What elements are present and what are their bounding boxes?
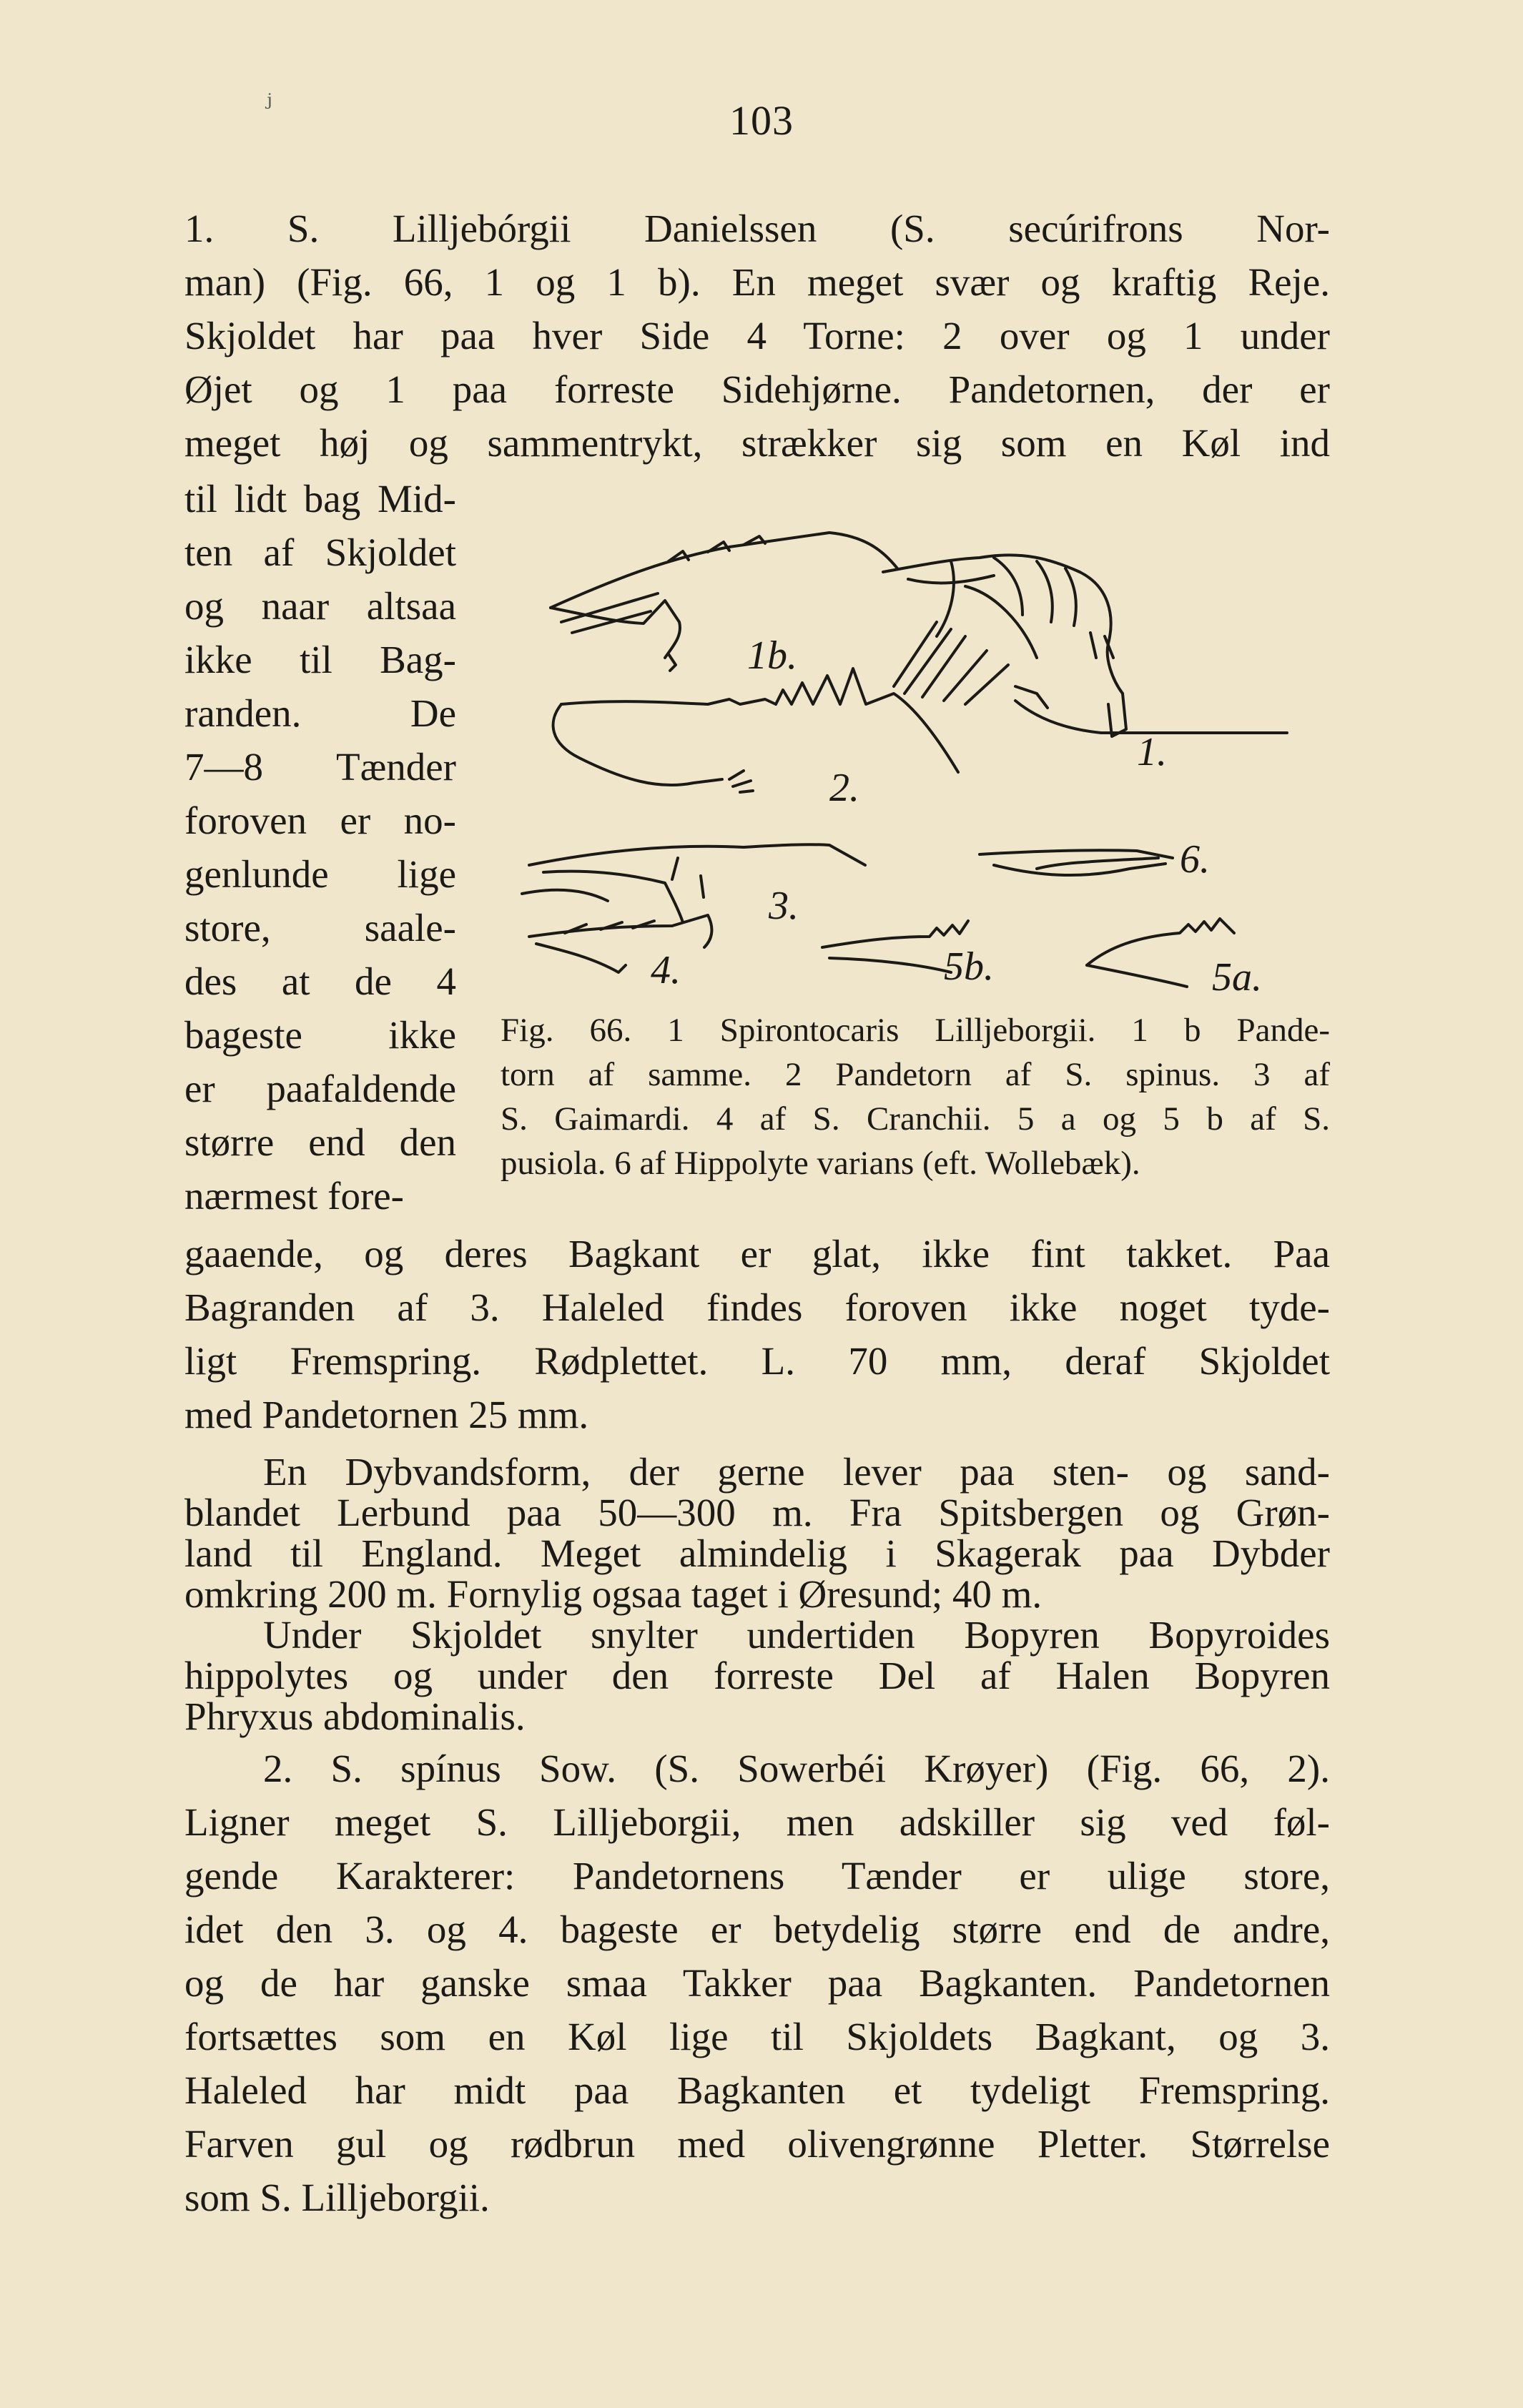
text-line: 1. S. Lilljebórgii Danielssen (S. secúrifrons Nor- (184, 207, 1330, 250)
text-line: med Pandetornen 25 mm. (184, 1393, 589, 1436)
species1-continuation (184, 1227, 1330, 1441)
habitat-paragraph (184, 1451, 1330, 1737)
text-line: Øjet og 1 paa forreste Sidehjørne. Pandetornen, der er (184, 367, 1330, 411)
text-line: Skjoldet har paa hver Side 4 Torne: 2 over og 1 under (184, 314, 1330, 357)
text-line: og de har ganske smaa Takker paa Bagkanten. Pandetornen (184, 1961, 1330, 2005)
figure-label-3: 3. (769, 884, 799, 928)
figure-label-5b: 5b. (944, 944, 994, 989)
rostrum-2-drawing (553, 668, 958, 792)
caption-line: pusiola. 6 af Hippolyte varians (eft. Wollebæk). (501, 1145, 1140, 1182)
text-line: land til England. Meget almindelig i Skagerak paa Dybder (184, 1531, 1330, 1575)
text-line: omkring 200 m. Fornylig ogsaa taget i Øresund; 40 m. (184, 1572, 1043, 1616)
text-line: idet den 3. og 4. bageste er betydelig større end de andre, (184, 1908, 1330, 1951)
text-line: Under Skjoldet snylter undertiden Bopyren Bopyroides (263, 1613, 1330, 1657)
text-line: blandet Lerbund paa 50—300 m. Fra Spitsbergen og Grøn- (184, 1491, 1330, 1534)
figure-label-4: 4. (651, 948, 681, 992)
text-line: nærmest fore- (184, 1174, 404, 1218)
text-line: gende Karakterer: Pandetornens Tænder er ulige store, (184, 1854, 1330, 1898)
text-line: til lidt bag Mid- (184, 477, 456, 520)
figure-label-5a: 5a. (1212, 955, 1262, 1000)
text-line: Farven gul og rødbrun med olivengrønne Pletter. Størrelse (184, 2122, 1330, 2166)
text-line: Phryxus abdominalis. (184, 1694, 526, 1738)
species1-narrow-column (184, 472, 456, 1223)
text-line: ten af Skjoldet (184, 531, 456, 574)
text-line: Bagranden af 3. Haleled findes foroven ikke noget tyde- (184, 1286, 1330, 1329)
text-line: man) (Fig. 66, 1 og 1 b). En meget svær og kraftig Reje. (184, 260, 1330, 304)
figure-label-2: 2. (829, 766, 859, 810)
species2-paragraph (184, 1742, 1330, 2224)
figure-caption (501, 1008, 1330, 1185)
text-line: En Dybvandsform, der gerne lever paa sten- og sand- (263, 1450, 1330, 1494)
text-line: store, saale- (184, 906, 456, 949)
text-line: Ligner meget S. Lilljeborgii, men adskiller sig ved føl- (184, 1800, 1330, 1844)
caption-line: Fig. 66. 1 Spirontocaris Lilljeborgii. 1 b Pande- (501, 1012, 1330, 1049)
text-line: som S. Lilljeborgii. (184, 2176, 490, 2219)
text-line: ligt Fremspring. Rødplettet. L. 70 mm, deraf Skjoldet (184, 1339, 1330, 1383)
species1-paragraph (184, 202, 1330, 470)
text-line: genlunde lige (184, 852, 456, 896)
rostrum-1b-drawing (551, 533, 897, 671)
text-line: meget høj og sammentrykt, strækker sig som en Køl ind (184, 421, 1330, 465)
text-line: foroven er no- (184, 799, 456, 842)
text-line: hippolytes og under den forreste Del af Halen Bopyren (184, 1654, 1330, 1697)
text-line: 7—8 Tænder (184, 745, 456, 789)
text-line: bageste ikke (184, 1013, 456, 1057)
text-line: fortsættes som en Køl lige til Skjoldets Bagkant, og 3. (184, 2015, 1330, 2058)
rostrum-6-drawing (980, 850, 1173, 875)
text-line: større end den (184, 1120, 456, 1164)
text-line: er paafaldende (184, 1067, 456, 1110)
text-line: ikke til Bag- (184, 638, 456, 681)
text-line: gaaende, og deres Bagkant er glat, ikke fint takket. Paa (184, 1232, 1330, 1275)
text-line: 2. S. spínus Sow. (S. Sowerbéi Krøyer) (Fig. 66, 2). (263, 1747, 1330, 1790)
text-line: des at de 4 (184, 959, 456, 1003)
figure-label-1b: 1b. (747, 633, 797, 678)
figure-label-6: 6. (1180, 837, 1210, 882)
shrimp-1-drawing (883, 555, 1287, 736)
figure-66-illustration (493, 515, 1330, 1008)
rostrum-4-drawing (529, 915, 711, 972)
text-line: randen. De (184, 691, 456, 735)
text-line: Haleled har midt paa Bagkanten et tydeligt Fremspring. (184, 2068, 1330, 2112)
text-line: og naar altsaa (184, 584, 456, 628)
caption-line: torn af samme. 2 Pandetorn af S. spinus. 3 af (501, 1056, 1330, 1093)
rostrum-3-drawing (522, 844, 865, 922)
margin-mark: ⱼ (265, 79, 272, 112)
figure-label-1: 1. (1137, 730, 1167, 774)
page-number: 103 (729, 97, 794, 144)
caption-line: S. Gaimardi. 4 af S. Cranchii. 5 a og 5 b af S. (501, 1100, 1330, 1138)
